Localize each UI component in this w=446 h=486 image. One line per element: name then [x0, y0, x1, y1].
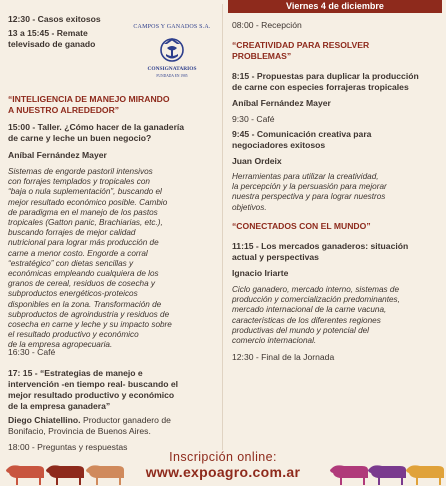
description-line: el resultado productivo y económico: [8, 330, 139, 340]
speaker-info-line1: [8, 415, 171, 426]
session-description: [8, 167, 220, 351]
description-line: Herramientas para utilizar la creatividad,: [232, 172, 379, 181]
agenda-item-estrategias-line2: intervención -en tiempo real- buscando el: [8, 379, 178, 389]
agenda-item-propuestas-line2: de carne con especies forrajeras tropicales: [232, 82, 409, 92]
logo-bottom-text: CONSIGNATARIOS: [147, 66, 197, 72]
agenda-item-remate-line1: 13 a 15:45 - Remate: [8, 28, 88, 38]
logo-top-text: CAMPOS Y GANADOS S.A.: [133, 24, 211, 30]
description-line: comercio internacional.: [232, 336, 317, 346]
agenda-item-taller-line2: de carne y leche un buen negocio?: [8, 133, 152, 143]
description-line: cosecha en carne y leche y su impacto sobre: [8, 320, 172, 330]
column-divider: [222, 4, 223, 450]
speaker-info-line2: Bonifacio, Provincia de Buenos Aires.: [8, 426, 151, 436]
description-line: características de los diferentes regiones: [232, 315, 381, 325]
session-description: [232, 285, 444, 346]
speaker-name: Diego Chiatellino.: [8, 415, 81, 425]
description-line: Ciclo ganadero, mercado interno, sistemas de: [232, 285, 400, 294]
agenda-item-mercados-line2: actual y perspectivas: [232, 252, 319, 262]
agenda-item-cafe: 9:30 - Café: [232, 114, 275, 124]
agenda-item-recepcion: 08:00 - Recepción: [232, 20, 302, 30]
agenda-item-remate-line2: televisado de ganado: [8, 39, 96, 49]
agenda-item-estrategias-line4: de la empresa ganadera”: [8, 401, 111, 411]
agenda-item-final: 12:30 - Final de la Jornada: [232, 352, 335, 362]
description-line: de paradigma en el manejo de los pastos: [8, 207, 158, 217]
description-line: subproductos energéticos-proteicos: [8, 289, 138, 299]
agenda-item-cafe: 16:30 - Café: [8, 347, 56, 357]
agenda-item-comunicacion-line2: negociadores exitosos: [232, 140, 326, 150]
description-line: mercado internacional de la carne vacuna,: [232, 305, 387, 315]
section-heading-inteligencia-line2: A NUESTRO ALREDEDOR”: [8, 105, 120, 115]
description-line: disponibles en la zona. Transformación de: [8, 299, 162, 309]
registration-label: Inscripción online:: [169, 450, 277, 464]
speaker-affiliation: Productor ganadero de: [80, 415, 171, 425]
speaker-name: Ignacio Iriarte: [232, 268, 289, 278]
speaker-name: Juan Ordeix: [232, 156, 282, 166]
description-line: nuestra perspectiva y para lograr nuestros: [232, 192, 386, 202]
registration-url-link[interactable]: www.expoagro.com.ar: [145, 464, 301, 480]
description-line: de la empresa agropecuaria.: [8, 340, 113, 350]
description-line: tropicales (Gatton panic, Brachiarias, etc.),: [8, 218, 163, 228]
agenda-item-estrategias-line1: 17: 15 - “Estrategias de manejo e: [8, 368, 143, 378]
section-heading-conectados: “CONECTADOS CON EL MUNDO”: [232, 221, 371, 231]
session-description: [232, 172, 444, 213]
agenda-item-casos-exitosos: 12:30 - Casos exitosos: [8, 14, 101, 24]
description-line: carne a menor costo. Engorde a corral: [8, 248, 148, 258]
day-header: Viernes 4 de diciembre: [228, 0, 442, 13]
description-line: producción y comercialización predominantes,: [232, 295, 400, 305]
description-line: nutricional para lograr más producción de: [8, 238, 159, 248]
agenda-item-estrategias-line3: mejor resultado productivo y económico: [8, 390, 175, 400]
description-line: productivas del mundo y potencial del: [232, 325, 369, 335]
description-line: la percepción y la persuasión para mejorar: [232, 182, 387, 192]
agenda-item-comunicacion-line1: 9:45 - Comunicación creativa para: [232, 129, 372, 139]
description-line: granos de cereal, residuos de cosecha y: [8, 279, 156, 289]
agenda-item-taller-line1: 15:00 - Taller. ¿Cómo hacer de la ganadería: [8, 122, 185, 132]
description-line: económicas empleando cualquiera de los: [8, 269, 159, 279]
section-heading-creatividad-line1: “CREATIVIDAD PARA RESOLVER: [232, 40, 370, 50]
logo-small-text: FUNDADA EN 1985: [156, 74, 188, 78]
agenda-item-preguntas: 18:00 - Preguntas y respuestas: [8, 442, 128, 452]
description-line: “baja o nula suplementación”, buscando el: [8, 187, 162, 197]
description-line: mejor resultado económico posible. Cambio: [8, 197, 168, 207]
description-line: “estratégico” con dietas sencillas y: [8, 258, 134, 268]
section-heading-creatividad-line2: PROBLEMAS”: [232, 51, 292, 61]
description-line: buscando forrajes de mejor calidad: [8, 228, 136, 238]
agenda-item-propuestas-line1: 8:15 - Propuestas para duplicar la producción: [232, 71, 419, 81]
campos-y-ganados-logo: [131, 24, 213, 86]
description-line: con forrajes templados y tropicales con: [8, 177, 150, 187]
section-heading-inteligencia-line1: “INTELIGENCIA DE MANEJO MIRANDO: [8, 94, 170, 104]
speaker-name: Aníbal Fernández Mayer: [232, 98, 331, 108]
description-line: Sistemas de engorde pastoril intensivos: [8, 167, 153, 176]
agenda-item-mercados-line1: 11:15 - Los mercados ganaderos: situación: [232, 241, 409, 251]
description-line: objetivos.: [232, 202, 267, 212]
speaker-name: Aníbal Fernández Mayer: [8, 150, 107, 160]
description-line: subproductos de agroindustria y residuos de: [8, 309, 170, 319]
